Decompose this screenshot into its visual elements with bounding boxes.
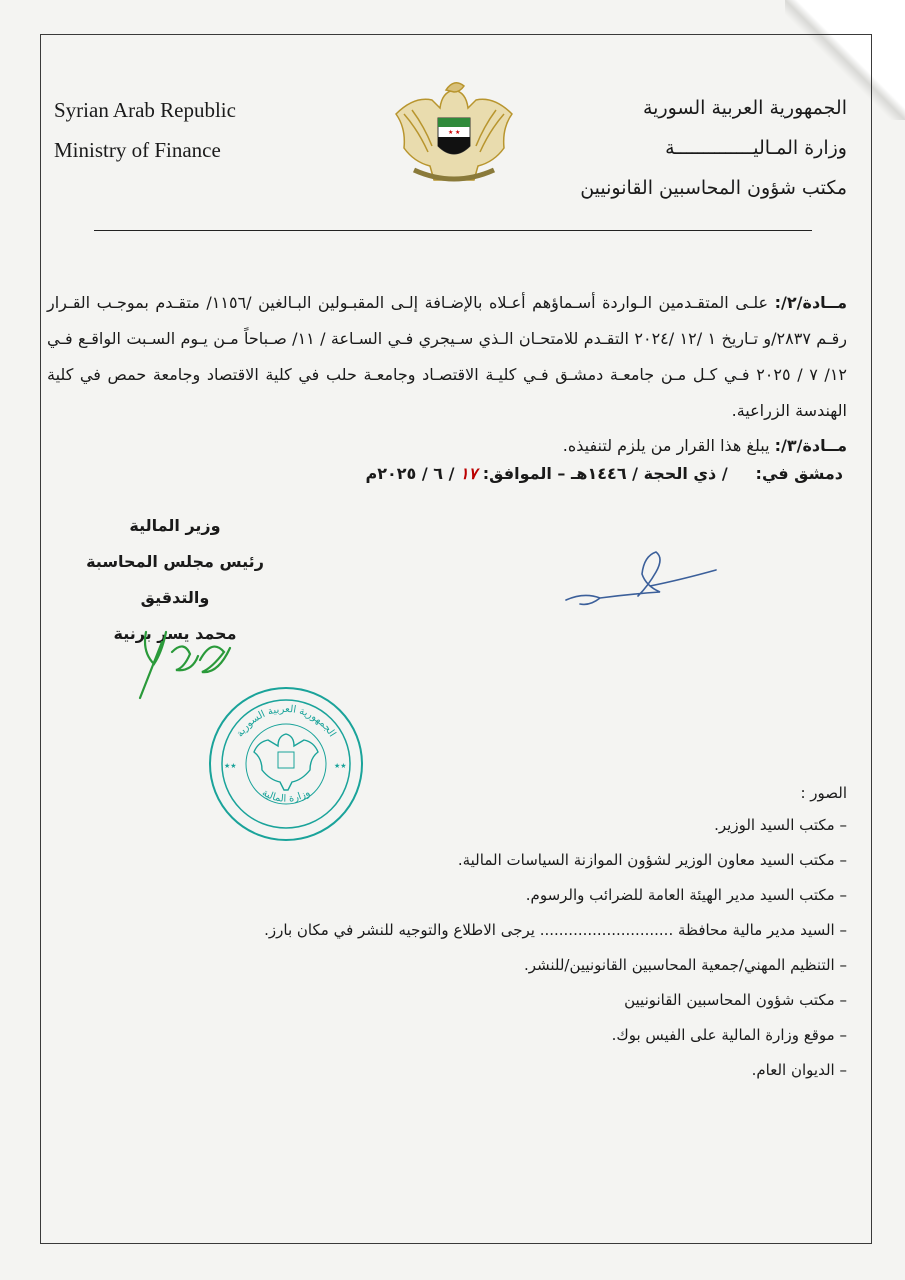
- list-item: – مكتب شؤون المحاسبين القانونيين: [147, 983, 847, 1018]
- svg-text:★★: ★★: [224, 762, 237, 770]
- date-hijri: / ذي الحجة / ١٤٤٦هـ – الموافق:: [482, 464, 728, 483]
- list-item: – مكتب السيد مدير الهيئة العامة للضرائب والرسوم.: [147, 878, 847, 913]
- list-item: – التنظيم المهني/جمعية المحاسبين القانونيين/للنشر.: [147, 948, 847, 983]
- list-item: – موقع وزارة المالية على الفيس بوك.: [147, 1018, 847, 1053]
- article-2-text: علـى المتقـدمين الـواردة أسـماؤهم أعـلاه بالإضـافة إلـى المقبـولين البـالغين /١١٥٦/ متقـدم بموجـب القـرار رقـم ٢٨٣٧/و تـاريخ ١ /١٢ /٢٠٢٤ التقـدم للامتحـان الـذي سـيجري فـي السـاعة / ١١/ صـباحاً مـن يـوم السـبت الواقـع فـي ١٢/ ٧ / ٢٠٢٥ فـي كـل مـن جامعـة دمشـق فـي كليـة الاقتصـاد وجامعـة حلب في كلية الاقتصاد وجامعة حمص في كلية الهندسة الزراعية.: [47, 293, 848, 420]
- header-arabic: [580, 88, 847, 208]
- list-item: – مكتب السيد معاون الوزير لشؤون الموازنة السياسات المالية.: [147, 843, 847, 878]
- article-3-label: مــادة/٣/:: [774, 436, 847, 455]
- article-2: [47, 285, 847, 429]
- copies-title: الصور :: [800, 784, 847, 802]
- svg-text:★: ★: [448, 129, 454, 136]
- copies-list: [147, 808, 847, 1088]
- header-divider: [94, 230, 812, 231]
- date-gregorian: / ٦ / ٢٠٢٥م: [365, 464, 455, 483]
- article-3: [47, 430, 847, 462]
- minister-title: وزير المالية: [129, 516, 221, 535]
- stamp-text-bottom: وزارة المالية: [259, 787, 313, 805]
- svg-text:★: ★: [455, 129, 461, 136]
- list-item: – مكتب السيد الوزير.: [147, 808, 847, 843]
- list-item: – السيد مدير مالية محافظة ............................ يرجى الاطلاع والتوجيه للنشر في مكان بارز.: [147, 913, 847, 948]
- header-english: [54, 90, 236, 170]
- stamp-text-top: الجمهورية العربية السورية: [234, 703, 338, 740]
- issue-date: [365, 464, 843, 483]
- date-handwritten: ١٧: [460, 464, 478, 483]
- minister-name: محمد يسر برنية: [113, 624, 237, 643]
- copies-to-section: [147, 778, 847, 1088]
- ministry-name-ar: وزارة المـاليــــــــــــــة: [665, 137, 847, 159]
- country-name-ar: الجمهورية العربية السورية: [642, 97, 847, 119]
- office-name-ar: مكتب شؤون المحاسبين القانونيين: [580, 177, 847, 199]
- country-name-en: Syrian Arab Republic: [54, 98, 236, 122]
- list-item: – الديوان العام.: [147, 1053, 847, 1088]
- ministry-name-en: Ministry of Finance: [54, 138, 221, 162]
- svg-text:★★: ★★: [334, 762, 347, 770]
- initial-signature-icon: [560, 546, 720, 612]
- council-title: رئيس مجلس المحاسبة والتدقيق: [86, 552, 264, 607]
- date-place: دمشق في:: [755, 464, 843, 483]
- article-3-text: يبلغ هذا القرار من يلزم لتنفيذه.: [562, 436, 770, 455]
- article-2-label: مــادة/٢/:: [774, 293, 848, 312]
- syrian-eagle-emblem-icon: [384, 70, 524, 200]
